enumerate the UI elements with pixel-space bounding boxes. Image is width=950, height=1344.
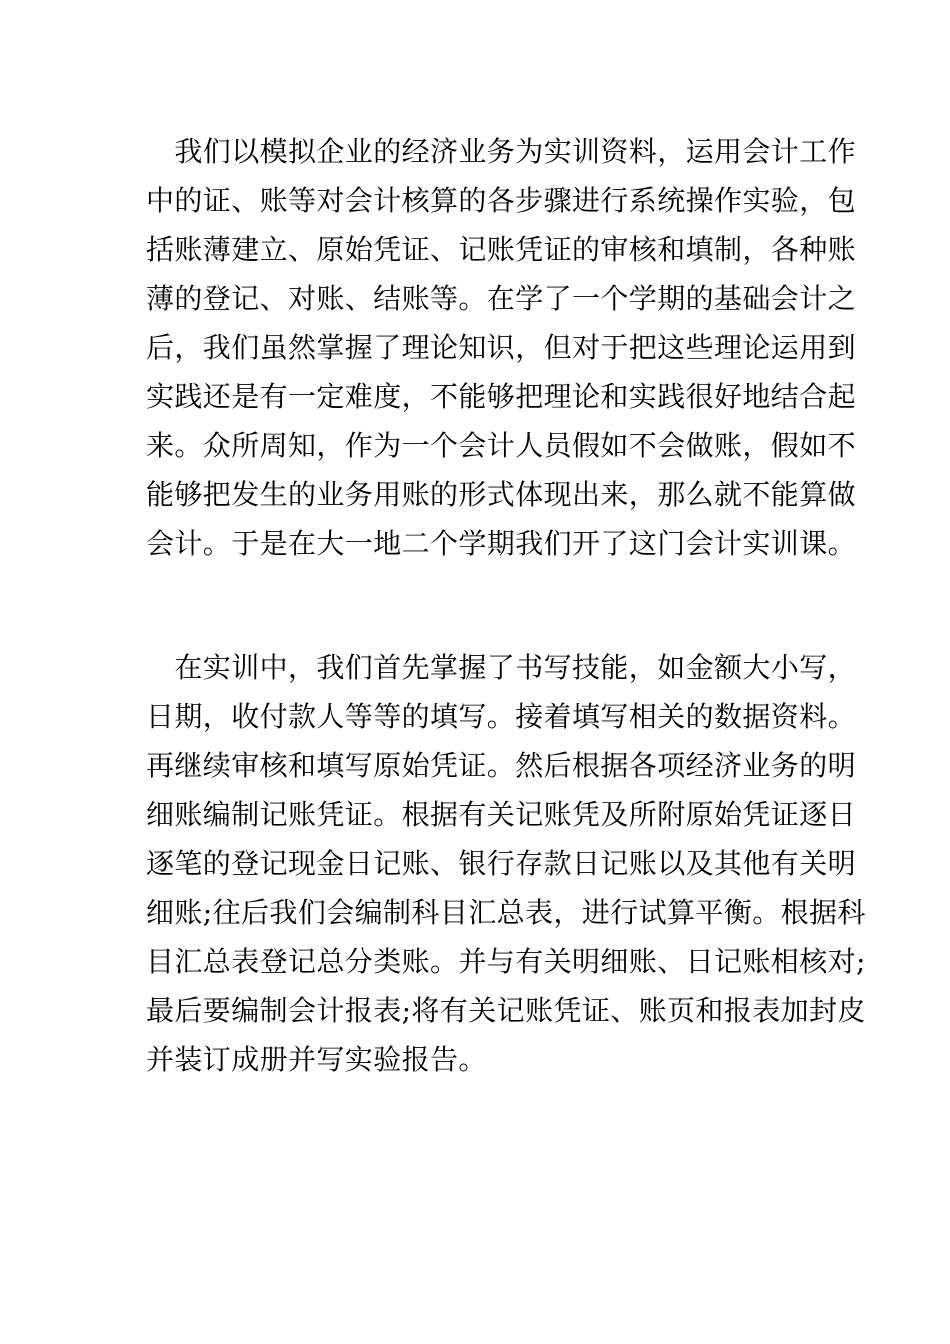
text-line: 日期，收付款人等等的填写。接着填写相关的数据资料。 — [146, 700, 857, 733]
text-line: 逐笔的登记现金日记账、银行存款日记账以及其他有关明 — [146, 847, 857, 880]
text-line: 在实训中，我们首先掌握了书写技能，如金额大小写， — [146, 651, 857, 684]
text-line: 我们以模拟企业的经济业务为实训资料，运用会计工作 — [146, 135, 857, 168]
paragraph-training-process — [146, 643, 866, 1084]
text-line: 会计。于是在大一地二个学期我们开了这门会计实训课。 — [146, 527, 857, 560]
text-line: 目汇总表登记总分类账。并与有关明细账、日记账相核对; — [146, 945, 866, 978]
text-line: 细账编制记账凭证。根据有关记账凭及所附原始凭证逐日 — [146, 798, 857, 831]
text-line: 最后要编制会计报表;将有关记账凭证、账页和报表加封皮 — [146, 994, 866, 1027]
text-line: 再继续审核和填写原始凭证。然后根据各项经济业务的明 — [146, 749, 857, 782]
text-line: 后，我们虽然掌握了理论知识，但对于把这些理论运用到 — [146, 331, 857, 364]
text-line: 细账;往后我们会编制科目汇总表，进行试算平衡。根据科 — [146, 896, 866, 929]
text-line: 能够把发生的业务用账的形式体现出来，那么就不能算做 — [146, 478, 857, 511]
text-line: 来。众所周知，作为一个会计人员假如不会做账，假如不 — [146, 429, 857, 462]
text-line: 并装订成册并写实验报告。 — [146, 1043, 487, 1076]
paragraph-training-overview — [146, 127, 857, 568]
text-line: 中的证、账等对会计核算的各步骤进行系统操作实验，包 — [146, 184, 857, 217]
text-line: 括账薄建立、原始凭证、记账凭证的审核和填制，各种账 — [146, 233, 857, 266]
text-line: 实践还是有一定难度，不能够把理论和实践很好地结合起 — [146, 380, 857, 413]
text-line: 薄的登记、对账、结账等。在学了一个学期的基础会计之 — [146, 282, 857, 315]
